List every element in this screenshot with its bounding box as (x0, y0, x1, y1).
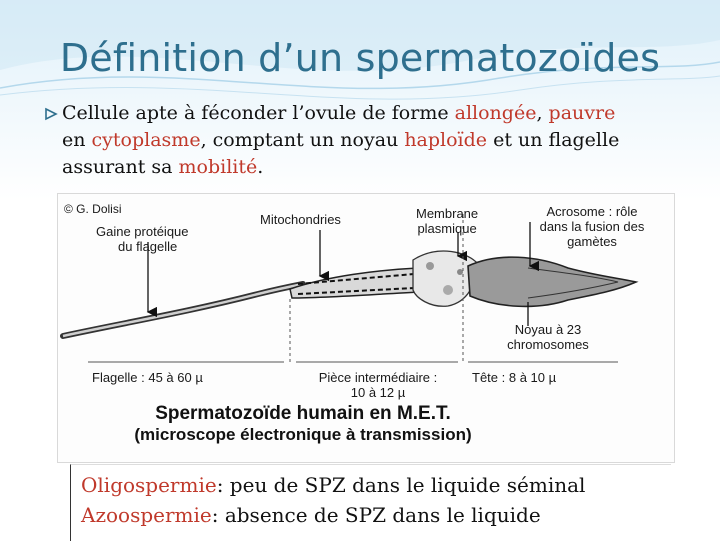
label-piece-intermediaire (294, 370, 462, 400)
definition-text: : peu de SPZ dans le liquide séminal (216, 473, 586, 497)
label-line: du flagelle (118, 239, 178, 254)
definition-azoospermie (81, 503, 541, 527)
highlight-word: haploïde (404, 129, 488, 151)
label-gaine-proteique (96, 224, 189, 254)
label-line: Acrosome : rôle (546, 204, 638, 219)
label-line: Pièce intermédiaire : (318, 370, 438, 385)
label-line: plasmique (417, 221, 477, 236)
bullet-text: Cellule apte à féconder l’ovule de forme (62, 102, 455, 124)
definition-text: : absence de SPZ dans le liquide (211, 503, 541, 527)
label-membrane-plasmique (416, 206, 478, 236)
label-line: gamètes (567, 234, 617, 249)
label-mitochondries: Mitochondries (260, 212, 341, 227)
caption-title: Spermatozoïde humain en M.E.T. (155, 403, 451, 424)
highlight-word: allongée (454, 102, 537, 124)
definitions-box (70, 464, 671, 541)
copyright-label: © G. Dolisi (64, 202, 122, 216)
bullet-text: assurant sa (62, 156, 179, 178)
label-line: dans la fusion des (539, 219, 645, 234)
bullet-paragraph (44, 100, 684, 181)
definition-term: Oligospermie (81, 473, 217, 497)
bullet-text: . (257, 156, 264, 178)
caption-subtitle: (microscope électronique à transmission) (134, 425, 472, 444)
label-line: 10 à 12 µ (350, 385, 406, 400)
label-flagelle-length: Flagelle : 45 à 60 µ (92, 370, 203, 385)
highlight-word: cytoplasme (91, 129, 201, 151)
highlight-word: mobilité (178, 156, 258, 178)
bullet-text: en (62, 129, 92, 151)
label-tete-length: Tête : 8 à 10 µ (472, 370, 557, 385)
bullet-text: et un flagelle (487, 129, 620, 151)
label-line: chromosomes (507, 337, 589, 352)
slide-title: Définition d’un spermatozoïdes (59, 36, 661, 80)
label-line: Noyau à 23 (514, 322, 582, 337)
figure-caption (83, 403, 523, 445)
label-acrosome (518, 204, 666, 249)
highlight-word: pauvre (548, 102, 616, 124)
definition-oligospermie (81, 473, 585, 497)
bullet-text: , (536, 102, 549, 124)
label-line: Membrane (416, 206, 479, 221)
label-line: Gaine protéique (96, 224, 189, 239)
definition-term: Azoospermie (81, 503, 212, 527)
label-noyau (488, 322, 608, 352)
bullet-text: , comptant un noyau (200, 129, 405, 151)
triangle-bullet-icon (44, 107, 58, 121)
